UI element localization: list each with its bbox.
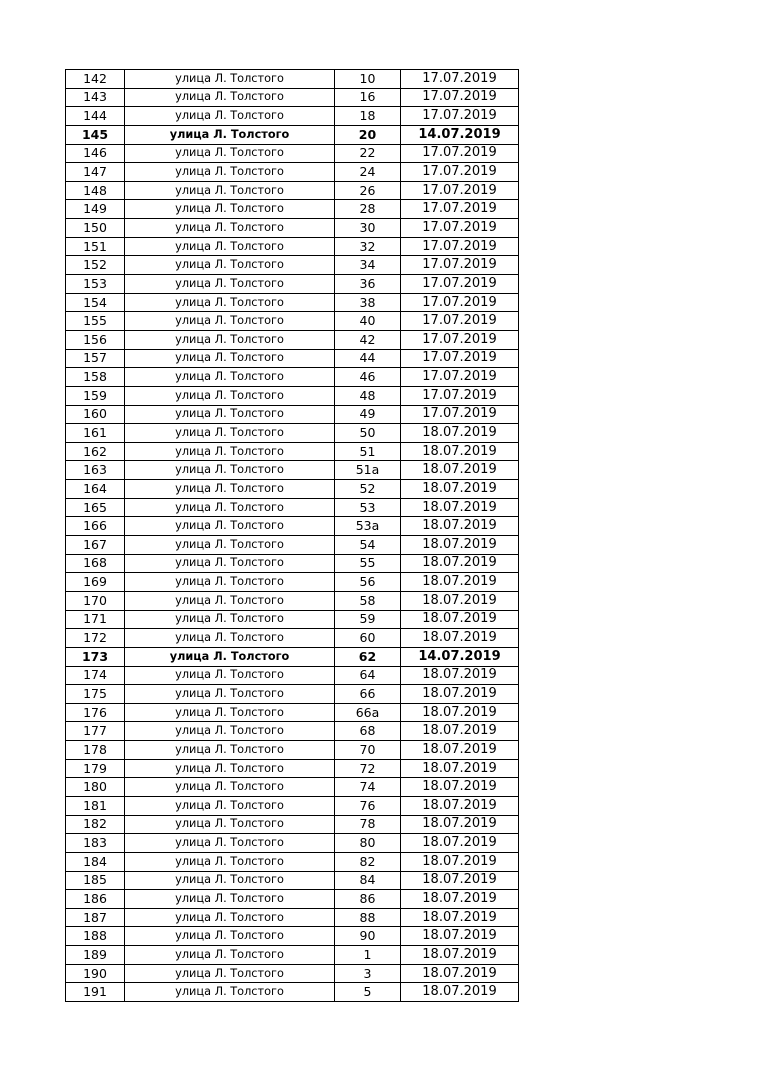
- row-number-cell: 157: [66, 349, 125, 368]
- date-cell: 18.07.2019: [401, 442, 519, 461]
- house-number-cell: 60: [335, 629, 401, 648]
- street-cell: улица Л. Толстого: [125, 741, 335, 760]
- date-cell: 17.07.2019: [401, 368, 519, 387]
- table-row: [66, 498, 519, 517]
- row-number-cell: 191: [66, 983, 125, 1002]
- house-number-cell: 34: [335, 256, 401, 275]
- house-number-cell: 46: [335, 368, 401, 387]
- street-cell: улица Л. Толстого: [125, 927, 335, 946]
- row-number-cell: 177: [66, 722, 125, 741]
- house-number-cell: 1: [335, 946, 401, 965]
- house-number-cell: 90: [335, 927, 401, 946]
- table-row: [66, 890, 519, 909]
- date-cell: 17.07.2019: [401, 219, 519, 238]
- row-number-cell: 148: [66, 181, 125, 200]
- date-cell: 18.07.2019: [401, 703, 519, 722]
- house-number-cell: 26: [335, 181, 401, 200]
- row-number-cell: 159: [66, 386, 125, 405]
- table-row: [66, 386, 519, 405]
- date-cell: 17.07.2019: [401, 405, 519, 424]
- date-cell: 17.07.2019: [401, 275, 519, 294]
- row-number-cell: 156: [66, 330, 125, 349]
- street-cell: улица Л. Толстого: [125, 256, 335, 275]
- date-cell: 18.07.2019: [401, 890, 519, 909]
- street-cell: улица Л. Толстого: [125, 722, 335, 741]
- street-cell: улица Л. Толстого: [125, 107, 335, 126]
- row-number-cell: 182: [66, 815, 125, 834]
- house-number-cell: 28: [335, 200, 401, 219]
- table-row: [66, 685, 519, 704]
- row-number-cell: 180: [66, 778, 125, 797]
- table-row: [66, 517, 519, 536]
- table-row: [66, 200, 519, 219]
- house-number-cell: 56: [335, 573, 401, 592]
- table-row: [66, 536, 519, 555]
- row-number-cell: 151: [66, 237, 125, 256]
- row-number-cell: 168: [66, 554, 125, 573]
- street-cell: улица Л. Толстого: [125, 759, 335, 778]
- date-cell: 18.07.2019: [401, 498, 519, 517]
- table-row: [66, 703, 519, 722]
- house-number-cell: 59: [335, 610, 401, 629]
- date-cell: 18.07.2019: [401, 536, 519, 555]
- street-cell: улица Л. Толстого: [125, 312, 335, 331]
- date-cell: 18.07.2019: [401, 629, 519, 648]
- table-row: [66, 834, 519, 853]
- house-number-cell: 40: [335, 312, 401, 331]
- table-row: [66, 368, 519, 387]
- date-cell: 17.07.2019: [401, 200, 519, 219]
- row-number-cell: 160: [66, 405, 125, 424]
- house-number-cell: 68: [335, 722, 401, 741]
- house-number-cell: 53: [335, 498, 401, 517]
- table-row: [66, 349, 519, 368]
- table-row: [66, 666, 519, 685]
- house-number-cell: 70: [335, 741, 401, 760]
- table-row: [66, 778, 519, 797]
- table-row: [66, 927, 519, 946]
- street-cell: улица Л. Толстого: [125, 88, 335, 107]
- date-cell: 17.07.2019: [401, 256, 519, 275]
- street-cell: улица Л. Толстого: [125, 908, 335, 927]
- row-number-cell: 169: [66, 573, 125, 592]
- table-row: [66, 815, 519, 834]
- street-cell: улица Л. Толстого: [125, 890, 335, 909]
- house-number-cell: 53а: [335, 517, 401, 536]
- table-row: [66, 741, 519, 760]
- street-cell: улица Л. Толстого: [125, 647, 335, 666]
- street-cell: улица Л. Толстого: [125, 834, 335, 853]
- row-number-cell: 155: [66, 312, 125, 331]
- house-number-cell: 76: [335, 796, 401, 815]
- street-cell: улица Л. Толстого: [125, 330, 335, 349]
- date-cell: 17.07.2019: [401, 293, 519, 312]
- street-cell: улица Л. Толстого: [125, 610, 335, 629]
- row-number-cell: 145: [66, 125, 125, 144]
- house-number-cell: 84: [335, 871, 401, 890]
- table-row: [66, 852, 519, 871]
- date-cell: 17.07.2019: [401, 144, 519, 163]
- row-number-cell: 158: [66, 368, 125, 387]
- date-cell: 18.07.2019: [401, 964, 519, 983]
- house-number-cell: 80: [335, 834, 401, 853]
- street-cell: улица Л. Толстого: [125, 219, 335, 238]
- table-row: [66, 312, 519, 331]
- street-cell: улица Л. Толстого: [125, 536, 335, 555]
- date-cell: 14.07.2019: [401, 647, 519, 666]
- table-row: [66, 946, 519, 965]
- table-row: [66, 983, 519, 1002]
- street-cell: улица Л. Толстого: [125, 871, 335, 890]
- row-number-cell: 176: [66, 703, 125, 722]
- house-number-cell: 22: [335, 144, 401, 163]
- table-row: [66, 219, 519, 238]
- street-cell: улица Л. Толстого: [125, 666, 335, 685]
- date-cell: 18.07.2019: [401, 424, 519, 443]
- row-number-cell: 154: [66, 293, 125, 312]
- document-page: [65, 69, 518, 1002]
- row-number-cell: 164: [66, 480, 125, 499]
- row-number-cell: 146: [66, 144, 125, 163]
- street-cell: улица Л. Толстого: [125, 461, 335, 480]
- table-row: [66, 647, 519, 666]
- date-cell: 18.07.2019: [401, 517, 519, 536]
- row-number-cell: 144: [66, 107, 125, 126]
- date-cell: 17.07.2019: [401, 312, 519, 331]
- row-number-cell: 150: [66, 219, 125, 238]
- table-row: [66, 125, 519, 144]
- row-number-cell: 184: [66, 852, 125, 871]
- house-number-cell: 24: [335, 163, 401, 182]
- table-row: [66, 405, 519, 424]
- date-cell: 17.07.2019: [401, 163, 519, 182]
- date-cell: 18.07.2019: [401, 852, 519, 871]
- table-row: [66, 442, 519, 461]
- row-number-cell: 152: [66, 256, 125, 275]
- row-number-cell: 190: [66, 964, 125, 983]
- house-number-cell: 88: [335, 908, 401, 927]
- row-number-cell: 161: [66, 424, 125, 443]
- house-number-cell: 10: [335, 70, 401, 89]
- row-number-cell: 153: [66, 275, 125, 294]
- street-cell: улица Л. Толстого: [125, 629, 335, 648]
- table-row: [66, 964, 519, 983]
- table-row: [66, 554, 519, 573]
- street-cell: улица Л. Толстого: [125, 275, 335, 294]
- table-row: [66, 88, 519, 107]
- row-number-cell: 174: [66, 666, 125, 685]
- date-cell: 18.07.2019: [401, 871, 519, 890]
- date-cell: 18.07.2019: [401, 591, 519, 610]
- house-number-cell: 30: [335, 219, 401, 238]
- street-cell: улица Л. Толстого: [125, 778, 335, 797]
- date-cell: 17.07.2019: [401, 237, 519, 256]
- row-number-cell: 142: [66, 70, 125, 89]
- house-number-cell: 52: [335, 480, 401, 499]
- house-number-cell: 20: [335, 125, 401, 144]
- date-cell: 17.07.2019: [401, 349, 519, 368]
- row-number-cell: 189: [66, 946, 125, 965]
- house-number-cell: 32: [335, 237, 401, 256]
- row-number-cell: 171: [66, 610, 125, 629]
- street-cell: улица Л. Толстого: [125, 796, 335, 815]
- date-cell: 18.07.2019: [401, 946, 519, 965]
- table-row: [66, 181, 519, 200]
- row-number-cell: 183: [66, 834, 125, 853]
- table-row: [66, 144, 519, 163]
- date-cell: 18.07.2019: [401, 722, 519, 741]
- street-cell: улица Л. Толстого: [125, 591, 335, 610]
- table-row: [66, 293, 519, 312]
- street-cell: улица Л. Толстого: [125, 70, 335, 89]
- house-number-cell: 49: [335, 405, 401, 424]
- row-number-cell: 162: [66, 442, 125, 461]
- street-cell: улица Л. Толстого: [125, 498, 335, 517]
- date-cell: 18.07.2019: [401, 983, 519, 1002]
- date-cell: 18.07.2019: [401, 759, 519, 778]
- house-number-cell: 54: [335, 536, 401, 555]
- table-row: [66, 480, 519, 499]
- street-cell: улица Л. Толстого: [125, 349, 335, 368]
- house-number-cell: 18: [335, 107, 401, 126]
- house-number-cell: 55: [335, 554, 401, 573]
- row-number-cell: 163: [66, 461, 125, 480]
- house-number-cell: 72: [335, 759, 401, 778]
- house-number-cell: 82: [335, 852, 401, 871]
- table-row: [66, 256, 519, 275]
- date-cell: 17.07.2019: [401, 181, 519, 200]
- street-cell: улица Л. Толстого: [125, 442, 335, 461]
- table-row: [66, 796, 519, 815]
- date-cell: 18.07.2019: [401, 573, 519, 592]
- row-number-cell: 179: [66, 759, 125, 778]
- house-number-cell: 3: [335, 964, 401, 983]
- house-number-cell: 74: [335, 778, 401, 797]
- table-row: [66, 629, 519, 648]
- date-cell: 18.07.2019: [401, 685, 519, 704]
- row-number-cell: 172: [66, 629, 125, 648]
- address-schedule-table: [65, 69, 519, 1002]
- street-cell: улица Л. Толстого: [125, 200, 335, 219]
- street-cell: улица Л. Толстого: [125, 964, 335, 983]
- table-row: [66, 70, 519, 89]
- street-cell: улица Л. Толстого: [125, 685, 335, 704]
- row-number-cell: 166: [66, 517, 125, 536]
- house-number-cell: 58: [335, 591, 401, 610]
- table-row: [66, 163, 519, 182]
- street-cell: улица Л. Толстого: [125, 703, 335, 722]
- row-number-cell: 147: [66, 163, 125, 182]
- date-cell: 18.07.2019: [401, 908, 519, 927]
- table-row: [66, 573, 519, 592]
- street-cell: улица Л. Толстого: [125, 368, 335, 387]
- row-number-cell: 181: [66, 796, 125, 815]
- house-number-cell: 50: [335, 424, 401, 443]
- date-cell: 18.07.2019: [401, 815, 519, 834]
- street-cell: улица Л. Толстого: [125, 293, 335, 312]
- row-number-cell: 185: [66, 871, 125, 890]
- table-body: [66, 70, 519, 1002]
- street-cell: улица Л. Толстого: [125, 125, 335, 144]
- table-row: [66, 275, 519, 294]
- row-number-cell: 173: [66, 647, 125, 666]
- house-number-cell: 78: [335, 815, 401, 834]
- street-cell: улица Л. Толстого: [125, 852, 335, 871]
- date-cell: 17.07.2019: [401, 70, 519, 89]
- table-row: [66, 759, 519, 778]
- date-cell: 17.07.2019: [401, 386, 519, 405]
- date-cell: 17.07.2019: [401, 107, 519, 126]
- house-number-cell: 66а: [335, 703, 401, 722]
- table-row: [66, 461, 519, 480]
- house-number-cell: 66: [335, 685, 401, 704]
- house-number-cell: 38: [335, 293, 401, 312]
- street-cell: улица Л. Толстого: [125, 237, 335, 256]
- row-number-cell: 188: [66, 927, 125, 946]
- date-cell: 17.07.2019: [401, 88, 519, 107]
- date-cell: 18.07.2019: [401, 666, 519, 685]
- date-cell: 18.07.2019: [401, 778, 519, 797]
- date-cell: 17.07.2019: [401, 330, 519, 349]
- table-row: [66, 107, 519, 126]
- house-number-cell: 51: [335, 442, 401, 461]
- date-cell: 18.07.2019: [401, 610, 519, 629]
- row-number-cell: 186: [66, 890, 125, 909]
- street-cell: улица Л. Толстого: [125, 815, 335, 834]
- street-cell: улица Л. Толстого: [125, 480, 335, 499]
- street-cell: улица Л. Толстого: [125, 946, 335, 965]
- house-number-cell: 64: [335, 666, 401, 685]
- row-number-cell: 167: [66, 536, 125, 555]
- table-row: [66, 722, 519, 741]
- row-number-cell: 175: [66, 685, 125, 704]
- row-number-cell: 149: [66, 200, 125, 219]
- date-cell: 18.07.2019: [401, 554, 519, 573]
- table-row: [66, 330, 519, 349]
- date-cell: 14.07.2019: [401, 125, 519, 144]
- table-row: [66, 237, 519, 256]
- date-cell: 18.07.2019: [401, 461, 519, 480]
- house-number-cell: 86: [335, 890, 401, 909]
- table-row: [66, 591, 519, 610]
- row-number-cell: 143: [66, 88, 125, 107]
- row-number-cell: 178: [66, 741, 125, 760]
- house-number-cell: 44: [335, 349, 401, 368]
- table-row: [66, 908, 519, 927]
- street-cell: улица Л. Толстого: [125, 144, 335, 163]
- table-row: [66, 424, 519, 443]
- house-number-cell: 5: [335, 983, 401, 1002]
- row-number-cell: 170: [66, 591, 125, 610]
- street-cell: улица Л. Толстого: [125, 424, 335, 443]
- street-cell: улица Л. Толстого: [125, 163, 335, 182]
- street-cell: улица Л. Толстого: [125, 405, 335, 424]
- table-row: [66, 610, 519, 629]
- street-cell: улица Л. Толстого: [125, 554, 335, 573]
- house-number-cell: 36: [335, 275, 401, 294]
- house-number-cell: 48: [335, 386, 401, 405]
- row-number-cell: 187: [66, 908, 125, 927]
- street-cell: улица Л. Толстого: [125, 983, 335, 1002]
- date-cell: 18.07.2019: [401, 927, 519, 946]
- house-number-cell: 62: [335, 647, 401, 666]
- street-cell: улица Л. Толстого: [125, 386, 335, 405]
- house-number-cell: 42: [335, 330, 401, 349]
- date-cell: 18.07.2019: [401, 834, 519, 853]
- street-cell: улица Л. Толстого: [125, 181, 335, 200]
- date-cell: 18.07.2019: [401, 796, 519, 815]
- street-cell: улица Л. Толстого: [125, 517, 335, 536]
- street-cell: улица Л. Толстого: [125, 573, 335, 592]
- date-cell: 18.07.2019: [401, 480, 519, 499]
- table-row: [66, 871, 519, 890]
- date-cell: 18.07.2019: [401, 741, 519, 760]
- house-number-cell: 51а: [335, 461, 401, 480]
- row-number-cell: 165: [66, 498, 125, 517]
- house-number-cell: 16: [335, 88, 401, 107]
